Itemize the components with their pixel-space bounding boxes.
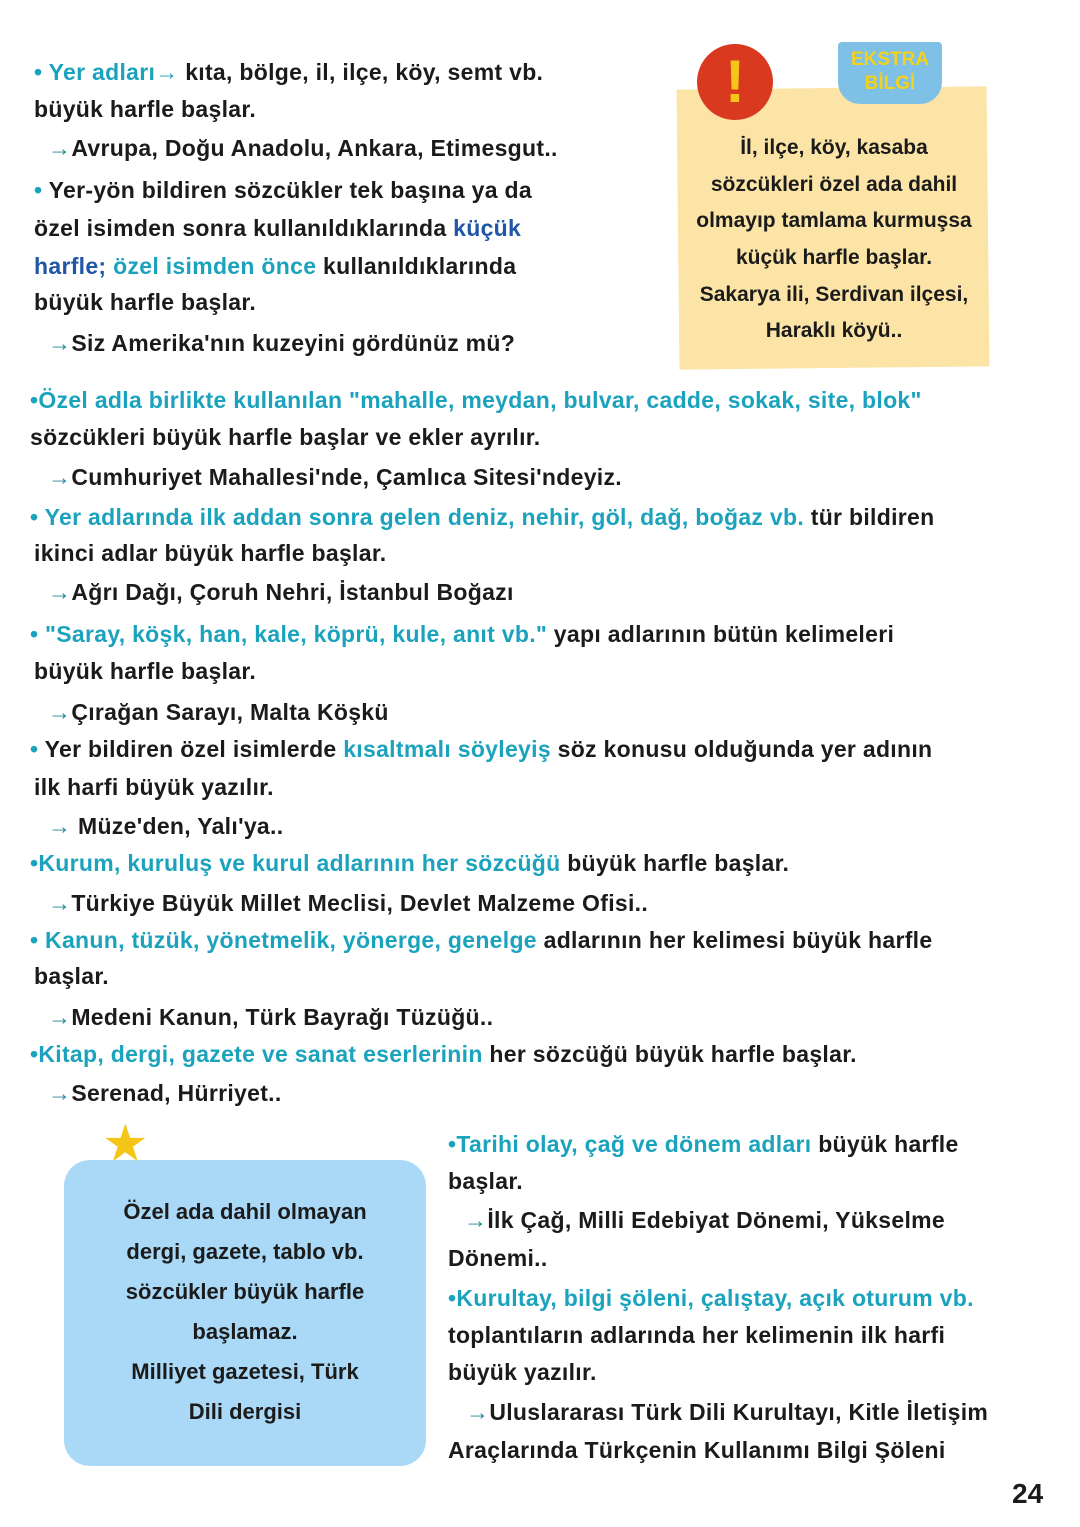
text-segment: kullanıldıklarında <box>316 253 517 279</box>
example-line <box>36 1002 493 1032</box>
box-line: Milliyet gazetesi, Türk <box>131 1359 359 1384</box>
text-segment: Yer bildiren özel isimlerde <box>44 736 344 762</box>
note-line: Sakarya ili, Serdivan ilçesi, <box>699 283 969 306</box>
note-line: İl, ilçe, köy, kasaba <box>740 136 928 159</box>
text-line <box>34 213 521 243</box>
arrow-icon: → <box>48 699 72 725</box>
box-line: Dili dergisi <box>188 1399 302 1424</box>
text-segment: her sözcüğü büyük harfle başlar. <box>482 1041 857 1067</box>
text-segment: büyük harfle başlar. <box>560 850 790 876</box>
text-segment: harfle; <box>34 253 107 279</box>
tag-line: EKSTRA <box>850 49 930 70</box>
example-line <box>36 577 514 607</box>
example-line <box>36 328 515 358</box>
text-segment: • <box>30 736 45 762</box>
text-segment: • Kanun, tüzük, yönetmelik, yönerge, genelge <box>30 927 537 953</box>
note-line: sözcükleri özel ada dahil <box>710 173 958 196</box>
example-line <box>36 697 389 727</box>
text-segment: sözcükleri büyük harfle başlar ve ekler ayrılır. <box>30 424 541 450</box>
text-segment: kısaltmalı söyleyiş <box>343 736 551 762</box>
note-line: olmayıp tamlama kurmuşsa <box>696 209 972 232</box>
tag-line: BİLGİ <box>864 73 916 94</box>
text-segment: özel isimden önce <box>106 253 317 279</box>
arrow-icon: → <box>48 464 72 490</box>
text-segment: • <box>34 177 49 203</box>
text-line <box>30 385 922 415</box>
text-segment: yapı adlarının bütün kelimeleri <box>547 621 895 647</box>
text-segment: büyük yazılır. <box>448 1359 597 1385</box>
page-number: 24 <box>1012 1478 1044 1509</box>
text-segment: •Kurultay, bilgi şöleni, çalıştay, açık oturum vb. <box>448 1285 974 1311</box>
text-line <box>34 287 256 317</box>
text-segment: toplantıların adlarında her kelimenin ilk harfi <box>448 1322 946 1348</box>
text-line <box>30 848 789 878</box>
text-line <box>448 1166 523 1196</box>
text-line <box>34 94 256 124</box>
text-segment: Serenad, Hürriyet.. <box>71 1080 282 1106</box>
text-segment: büyük harfle başlar. <box>34 289 257 315</box>
text-segment: Türkiye Büyük Millet Meclisi, Devlet Malzeme Ofisi.. <box>71 890 649 916</box>
text-line <box>30 619 894 649</box>
text-segment: Yer-yön bildiren sözcükler tek başına ya da <box>48 177 532 203</box>
text-line <box>30 734 932 764</box>
text-line <box>30 1039 857 1069</box>
arrow-icon: → <box>464 1207 488 1233</box>
text-line <box>34 175 532 205</box>
example-line <box>36 133 558 163</box>
text-segment: kıta, bölge, il, ilçe, köy, semt vb. <box>178 59 544 85</box>
example-line <box>36 811 283 841</box>
text-segment: söz konusu olduğunda yer adının <box>550 736 933 762</box>
text-segment: ilk harfi büyük yazılır. <box>34 774 274 800</box>
text-segment: Müze'den, Yalı'ya.. <box>78 813 284 839</box>
example-line <box>36 1078 282 1108</box>
text-line <box>30 925 932 955</box>
arrow-icon: → <box>48 890 72 916</box>
text-segment: •Kitap, dergi, gazete ve sanat eserlerinin <box>30 1041 483 1067</box>
text-segment: •Kurum, kuruluş ve kurul adlarının her sözcüğü <box>30 850 561 876</box>
text-line <box>34 251 516 281</box>
text-segment: Dönemi.. <box>448 1245 548 1271</box>
text-segment: büyük harfle başlar. <box>34 96 257 122</box>
example-line <box>36 888 648 918</box>
arrow-icon: → <box>466 1399 490 1425</box>
text-segment: Siz Amerika'nın kuzeyini gördünüz mü? <box>71 330 516 356</box>
text-segment: büyük harfle <box>811 1131 959 1157</box>
text-segment: adlarının her kelimesi büyük harfle <box>536 927 933 953</box>
box-line: dergi, gazete, tablo vb. <box>126 1239 364 1264</box>
text-segment: başlar. <box>34 963 109 989</box>
text-segment: Çırağan Sarayı, Malta Köşkü <box>71 699 389 725</box>
example-line <box>454 1397 988 1427</box>
text-line <box>448 1283 974 1313</box>
arrow-icon: → <box>48 1080 72 1106</box>
text-line <box>34 772 274 802</box>
arrow-icon: → <box>48 1004 72 1030</box>
exclamation-icon: ! <box>697 44 773 120</box>
text-segment: •Özel adla birlikte kullanılan "mahalle, meydan, bulvar, cadde, sokak, site, blok" <box>30 387 922 413</box>
text-segment: büyük harfle başlar. <box>34 658 257 684</box>
text-line <box>34 656 256 686</box>
text-segment: Avrupa, Doğu Anadolu, Ankara, Etimesgut.. <box>71 135 558 161</box>
star-icon: ★ <box>102 1115 149 1173</box>
example-line <box>36 462 622 492</box>
box-line: başlamaz. <box>192 1319 298 1344</box>
extra-info-tag <box>838 42 942 104</box>
text-segment: Ağrı Dağı, Çoruh Nehri, İstanbul Boğazı <box>71 579 514 605</box>
text-segment: • "Saray, köşk, han, kale, köprü, kule, anıt vb." <box>30 621 548 647</box>
text-line <box>448 1435 946 1465</box>
note-line: küçük harfle başlar. <box>735 246 933 269</box>
text-line <box>448 1243 548 1273</box>
arrow-icon: → <box>48 813 78 839</box>
text-segment: tür bildiren <box>804 504 935 530</box>
text-segment: Uluslararası Türk Dili Kurultayı, Kitle İletişim <box>489 1399 989 1425</box>
text-line <box>448 1320 945 1350</box>
arrow-icon: → <box>48 330 72 356</box>
text-line <box>448 1357 597 1387</box>
text-segment: Araçlarında Türkçenin Kullanımı Bilgi Şöleni <box>448 1437 946 1463</box>
text-segment: •Tarihi olay, çağ ve dönem adları <box>448 1131 812 1157</box>
text-segment: İlk Çağ, Milli Edebiyat Dönemi, Yükselme <box>487 1207 945 1233</box>
text-segment: • Yer adlarında ilk addan sonra gelen deniz, nehir, göl, dağ, boğaz vb. <box>30 504 805 530</box>
box-line: sözcükler büyük harfle <box>125 1279 365 1304</box>
text-line <box>34 57 543 87</box>
text-line <box>448 1129 959 1159</box>
text-segment: Medeni Kanun, Türk Bayrağı Tüzüğü.. <box>71 1004 494 1030</box>
text-line <box>30 422 540 452</box>
text-segment: özel isimden sonra kullanıldıklarında <box>34 215 454 241</box>
arrow-icon: → <box>48 579 72 605</box>
text-line <box>34 538 387 568</box>
text-segment: • Yer adları→ <box>34 59 179 85</box>
text-line <box>34 961 109 991</box>
text-segment: küçük <box>453 215 522 241</box>
text-segment: Cumhuriyet Mahallesi'nde, Çamlıca Sitesi'ndeyiz. <box>71 464 622 490</box>
text-segment: başlar. <box>448 1168 523 1194</box>
text-line <box>30 502 934 532</box>
example-line <box>452 1205 945 1235</box>
arrow-icon: → <box>48 135 72 161</box>
note-line: Haraklı köyü.. <box>765 319 903 342</box>
box-line: Özel ada dahil olmayan <box>123 1199 367 1224</box>
text-segment: ikinci adlar büyük harfle başlar. <box>34 540 387 566</box>
